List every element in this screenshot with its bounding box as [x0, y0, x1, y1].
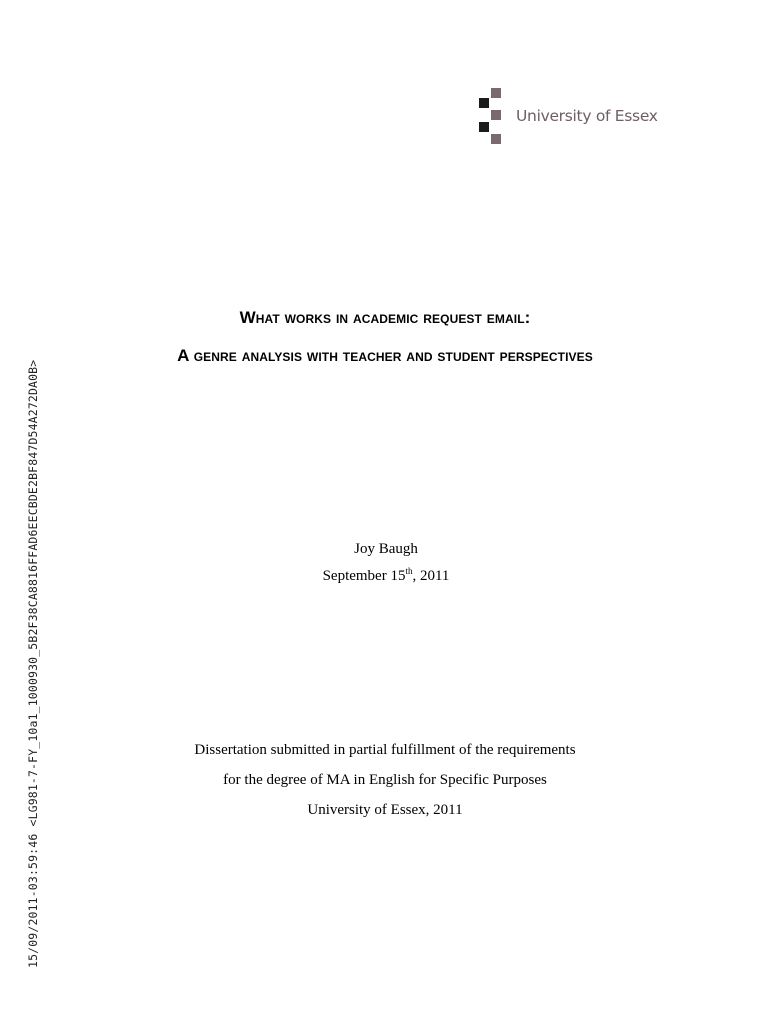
logo-square [479, 122, 489, 132]
title-line-1: What works in academic request email: [239, 308, 531, 327]
dissertation-line-2: for the degree of MA in English for Specific Purposes [223, 772, 547, 788]
submission-stamp: 15/09/2011-03:59:46 <LG981-7-FY_10a1_1000930_5B2F38CA8816FFAD6EECBDE2BF847D54A272DA0B> [26, 359, 40, 968]
logo-square [479, 98, 489, 108]
date-rest: , 2011 [412, 568, 450, 584]
logo-square [491, 134, 501, 144]
logo-square [491, 88, 501, 98]
logo-text: University of Essex [516, 107, 658, 125]
date-prefix: September 15 [322, 568, 406, 584]
logo-square [491, 110, 501, 120]
dissertation-line-3: University of Essex, 2011 [307, 802, 463, 818]
date-ordinal: th [405, 566, 413, 576]
title-line-2: A genre analysis with teacher and student perspectives [177, 346, 593, 365]
submission-date [1, 568, 770, 585]
dissertation-line-1: Dissertation submitted in partial fulfillment of the requirements [194, 742, 576, 758]
author-name: Joy Baugh [354, 541, 418, 557]
